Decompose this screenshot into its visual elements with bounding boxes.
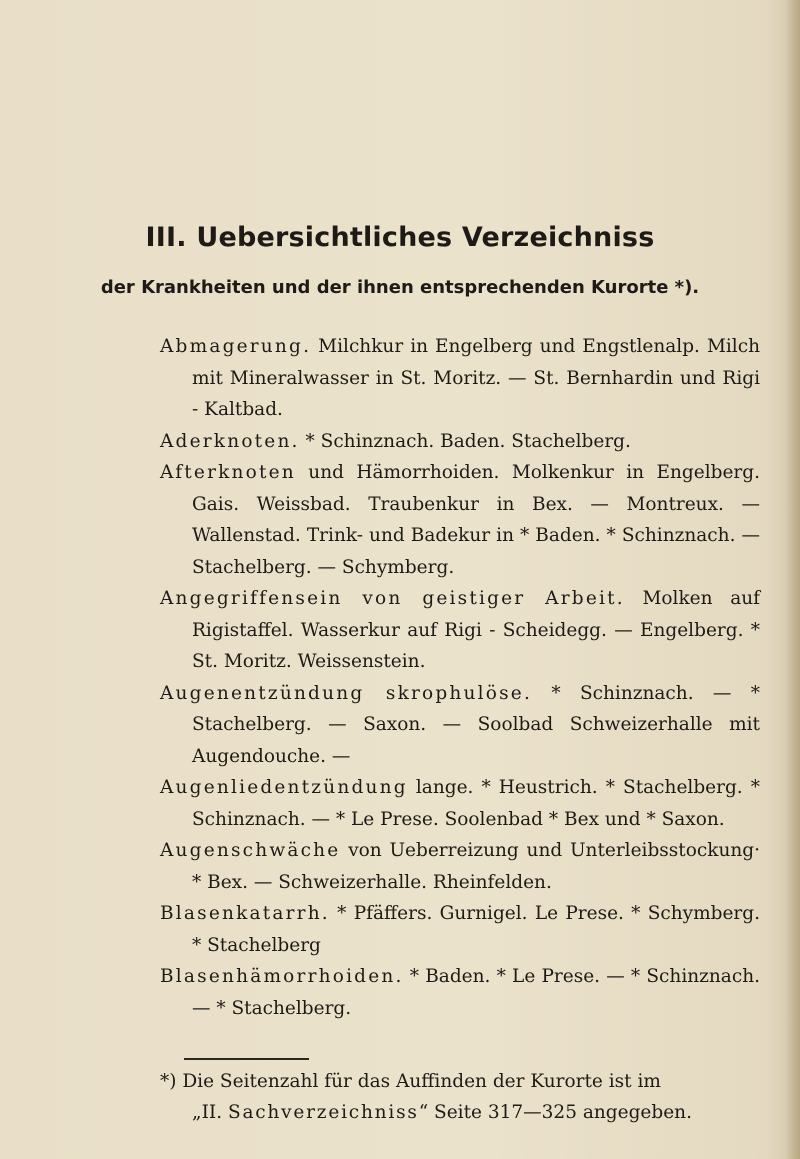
entry-text: * Schinznach. — * Stachelberg. — Saxon. — Soolbad Schweizerhalle mit Augendouche. — bbox=[192, 682, 760, 767]
footnote-text: Seite 317—325 angegeben. bbox=[428, 1102, 692, 1123]
entry-text: * Pfäffers. Gurnigel. Le Prese. * Schymberg. * Stachelberg bbox=[192, 903, 760, 956]
index-entry bbox=[160, 898, 760, 961]
index-entry bbox=[160, 426, 760, 458]
footnote-quote-open: „II. bbox=[192, 1102, 228, 1123]
index-entry bbox=[160, 457, 760, 583]
footnote-divider bbox=[184, 1058, 309, 1060]
entry-text: und Hämorrhoiden. Molkenkur in Engelberg. Gais. Weissbad. Traubenkur in Bex. — Montreux. — Wallenstad. Trink- und Badekur in * Baden. * Schinznach. — Stachelberg. — Schymberg. bbox=[192, 462, 760, 578]
footnote-marker: *) bbox=[160, 1071, 177, 1092]
index-entry bbox=[160, 583, 760, 678]
section-heading: III. Uebersichtliches Verzeichniss bbox=[145, 222, 655, 253]
footnote-quote-close: “ bbox=[418, 1102, 429, 1123]
entry-text: von Ueberreizung und Unterleibsstockung· * Bex. — Schweizerhalle. Rheinfelden. bbox=[192, 840, 760, 893]
section-subheading: der Krankheiten und der ihnen entsprechenden Kurorte *). bbox=[100, 277, 700, 298]
index-entry bbox=[160, 835, 760, 898]
index-entry bbox=[160, 331, 760, 426]
entry-text: * Baden. * Le Prese. — * Schinznach. — * Stachelberg. bbox=[192, 966, 760, 1019]
index-entry bbox=[160, 961, 760, 1024]
index-entry bbox=[160, 772, 760, 835]
footnote-line bbox=[160, 1097, 760, 1128]
index-entry bbox=[160, 678, 760, 773]
entry-text: Molken auf Rigistaffel. Wasserkur auf Rigi - Scheidegg. — Engelberg. * St. Moritz. Weissenstein. bbox=[192, 588, 760, 672]
entry-term: Blasenhämorrhoiden. bbox=[160, 966, 404, 987]
entry-text: lange. * Heustrich. * Stachelberg. * Schinznach. — * Le Prese. Soolenbad * Bex und * Saxon. bbox=[192, 777, 760, 830]
footnote-line bbox=[160, 1066, 760, 1097]
footnote bbox=[160, 1066, 760, 1128]
footnote-text: Die Seitenzahl für das Auffinden der Kurorte ist im bbox=[176, 1071, 661, 1092]
entry-term: Augenschwäche bbox=[160, 840, 341, 861]
entry-term: Aderknoten. bbox=[160, 430, 300, 452]
entry-term: Afterknoten bbox=[160, 462, 296, 483]
entry-term: Abmagerung. bbox=[160, 336, 312, 357]
entry-term: Augenliedentzündung bbox=[160, 777, 408, 798]
entry-text: * Schinznach. Baden. Stachelberg. bbox=[299, 430, 631, 452]
entry-term: Augenentzündung skrophulöse. bbox=[160, 682, 533, 704]
entry-term: Blasenkatarrh. bbox=[160, 903, 330, 924]
entry-term: Angegriffensein von geistiger Arbeit. bbox=[160, 588, 625, 609]
footnote-reference: Sachverzeichniss bbox=[227, 1102, 419, 1123]
page-spine-shadow bbox=[786, 0, 800, 1159]
index-entries bbox=[160, 331, 760, 1024]
entry-text: Milchkur in Engelberg und Engstlenalp. Milch mit Mineralwasser in St. Moritz. — St. Bernhardin und Rigi - Kaltbad. bbox=[192, 336, 760, 420]
